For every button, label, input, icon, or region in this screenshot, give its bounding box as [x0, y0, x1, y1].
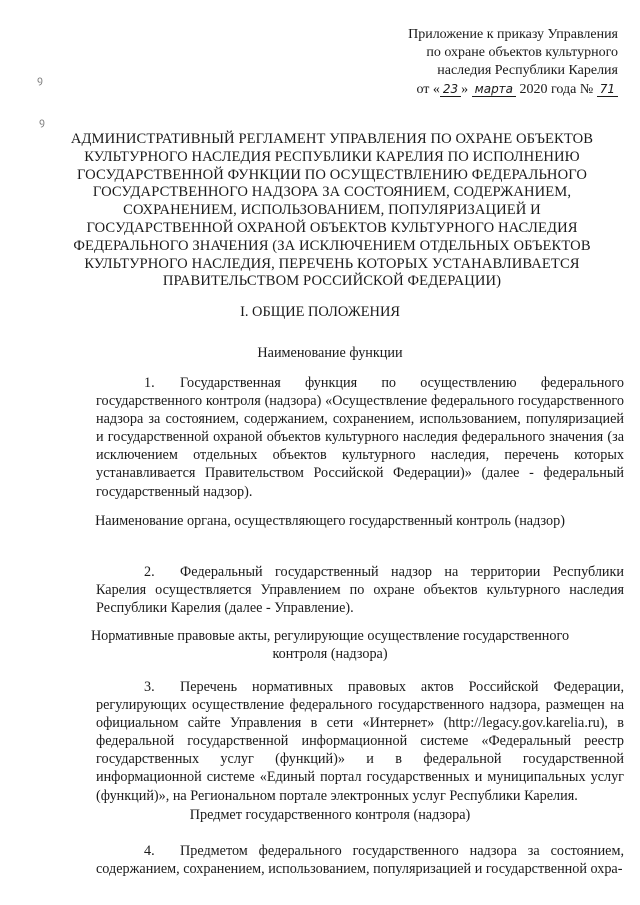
- date-year: 2020 года №: [519, 82, 594, 97]
- subheading-subject: Предмет государственного контроля (надзора): [189, 807, 471, 823]
- paragraph-number: 3.: [144, 679, 155, 695]
- paragraph-number: 1.: [144, 375, 155, 391]
- section-heading: I. ОБЩИЕ ПОЛОЖЕНИЯ: [240, 304, 400, 320]
- subheading-legal-acts: Нормативные правовые акты, регулирующие осуществление государственного контроля (надзора): [90, 628, 570, 662]
- scan-mark-icon: ꝯ: [37, 75, 43, 86]
- paragraph-text: Государственная функция по осуществлению федерального государственного контроля (надзора) «Осуществление федерального государственного надзора за состоянием, содержанием, сохранением, использованием, популяризацией и государственной охраной объектов культурного наследия федерального значения (за исключением отдельных объектов культурного наследия, перечень которых устанавливается Правительством Российской Федерации)» (далее - федеральный государственный надзор).: [96, 375, 624, 500]
- document-title: АДМИНИСТРАТИВНЫЙ РЕГЛАМЕНТ УПРАВЛЕНИЯ ПО ОХРАНЕ ОБЪЕКТОВ КУЛЬТУРНОГО НАСЛЕДИЯ РЕСПУБЛИКИ КАРЕЛИЯ ПО ИСПОЛНЕНИЮ ГОСУДАРСТВЕННОЙ ФУНКЦИИ ПО ОСУЩЕСТВЛЕНИЮ ФЕДЕРАЛЬНОГО ГОСУДАРСТВЕННОГО НАДЗОРА ЗА СОСТОЯНИЕМ, СОДЕРЖАНИЕМ, СОХРАНЕНИЕМ, ИСПОЛЬЗОВАНИЕМ, ПОПУЛЯРИЗАЦИЕЙ И ГОСУДАРСТВЕННОЙ ОХРАНОЙ ОБЪЕКТОВ КУЛЬТУРНОГО НАСЛЕДИЯ ФЕДЕРАЛЬНОГО ЗНАЧЕНИЯ (ЗА ИСКЛЮЧЕНИЕМ ОТДЕЛЬНЫХ ОБЪЕКТОВ КУЛЬТУРНОГО НАСЛЕДИЯ, ПЕРЕЧЕНЬ КОТОРЫХ УСТАНАВЛИВАЕТСЯ ПРАВИТЕЛЬСТВОМ РОССИЙСКОЙ ФЕДЕРАЦИИ): [70, 131, 594, 290]
- subheading-authority: Наименование органа, осуществляющего государственный контроль (надзор): [95, 513, 565, 529]
- date-mid: »: [461, 82, 469, 97]
- paragraph-text: Предметом федерального государственного надзора за состоянием, содержанием, сохранением, использованием, популяризацией и государственной охра-: [96, 843, 624, 878]
- date-day: 23: [440, 82, 461, 97]
- appendix-header: [300, 26, 618, 99]
- scan-mark-icon: ꝯ: [39, 117, 45, 128]
- appendix-line: наследия Республики Карелия: [437, 63, 618, 78]
- appendix-date-line: [300, 80, 618, 99]
- appendix-line: по охране объектов культурного: [426, 45, 618, 60]
- order-number: 71: [597, 82, 618, 97]
- paragraph-1: [96, 374, 624, 501]
- paragraph-2: [96, 563, 624, 617]
- paragraph-number: 2.: [144, 564, 155, 580]
- paragraph-4: [96, 842, 624, 878]
- paragraph-number: 4.: [144, 843, 155, 859]
- appendix-line: Приложение к приказу Управления: [408, 27, 618, 42]
- paragraph-3: [96, 678, 624, 805]
- paragraph-text: Перечень нормативных правовых актов Российской Федерации, регулирующих осуществление федерального государственного надзора, размещен на официальном сайте Управления в сети «Интернет» (http://legacy.gov.karelia.ru), в федеральной государственной информационной системе «Федеральный реестр государственных услуг (функций)» и в федеральной государственной информационной системе «Единый портал государственных и муниципальных услуг (функций)», на Региональном портале электронных услуг Республики Карелия.: [96, 679, 624, 804]
- subheading-function-name: Наименование функции: [257, 345, 403, 361]
- date-prefix: от «: [416, 82, 440, 97]
- paragraph-text: Федеральный государственный надзор на территории Республики Карелия осуществляется Управлением по охране объектов культурного наследия Республики Карелия (далее - Управление).: [96, 564, 624, 617]
- date-month: марта: [472, 82, 516, 97]
